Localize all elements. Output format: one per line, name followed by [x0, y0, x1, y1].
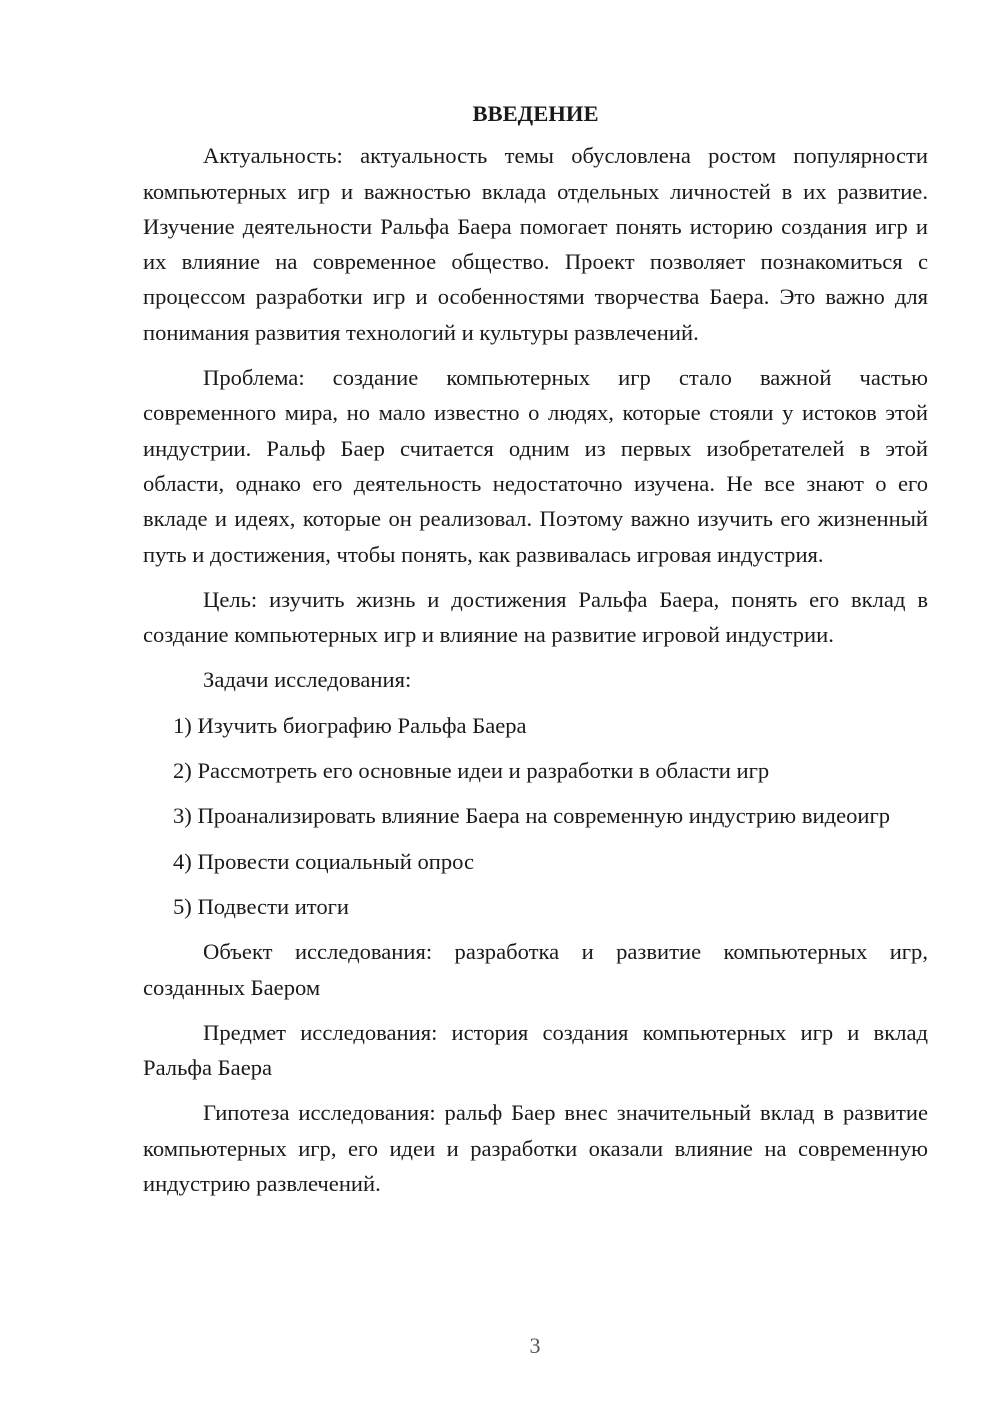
paragraph-problem: Проблема: создание компьютерных игр стало важной частью современного мира, но мало известно о людях, которые стояли у истоков этой индустрии. Ральф Баер считается одним из первых изобретателей в этой области, однако его деятельность недостаточно изучена. Не все знают о его вкладе и идеях, которые он реализовал. Поэтому важно изучить его жизненный путь и достижения, чтобы понять, как развивалась игровая индустрия.	[143, 365, 928, 567]
tasks-heading: Задачи исследования:	[203, 667, 412, 693]
paragraph-subject: Предмет исследования: история создания компьютерных игр и вклад Ральфа Баера	[143, 1019, 928, 1081]
paragraph-hypothesis: Гипотеза исследования: ральф Баер внес значительный вклад в развитие компьютерных игр, его идеи и разработки оказали влияние на современную индустрию развлечений.	[143, 1100, 928, 1197]
task-item-1: 1) Изучить биографию Ральфа Баера	[173, 712, 527, 738]
paragraph-relevance: Актуальность: актуальность темы обусловлена ростом популярности компьютерных игр и важностью вклада отдельных личностей в их развитие. Изучение деятельности Ральфа Баера помогает понять историю создания игр и их влияние на современное общество. Проект позволяет познакомиться с процессом разработки игр и особенностями творчества Баера. Это важно для понимания развития технологий и культуры развлечений.	[143, 143, 928, 345]
paragraph-object: Объект исследования: разработка и развитие компьютерных игр, созданных Баером	[143, 939, 928, 1000]
task-item-4: 4) Провести социальный опрос	[173, 848, 475, 874]
section-title: ВВЕДЕНИЕ	[472, 101, 599, 126]
page-number: 3	[529, 1333, 541, 1358]
paragraph-goal: Цель: изучить жизнь и достижения Ральфа Баера, понять его вклад в создание компьютерных игр и влияние на развитие игровой индустрии.	[143, 586, 928, 648]
task-item-5: 5) Подвести итоги	[173, 893, 350, 919]
document-body	[143, 96, 928, 1201]
task-item-2: 2) Рассмотреть его основные идеи и разработки в области игр	[173, 758, 770, 784]
task-item-3: 3) Проанализировать влияние Баера на современную индустрию видеоигр	[173, 803, 891, 829]
